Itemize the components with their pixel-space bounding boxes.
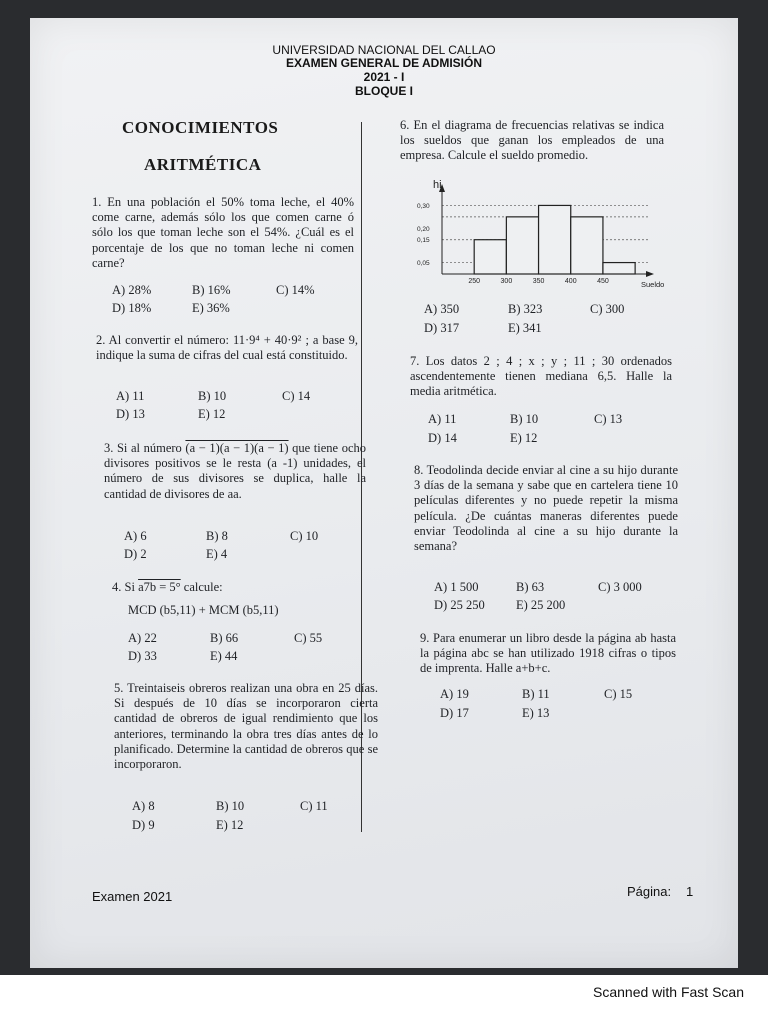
question-5: 5. Treintaiseis obreros realizan una obra en 25 días. Si después de 10 días se incorporaron cierta cantidad de obreros de igual rendimiento que los anteriores, terminando la obra tres días antes de lo planificado. Determine la cantidad de obreros que se incorporaron.	[114, 681, 378, 772]
x-tick-label-2: 350	[532, 278, 545, 285]
section-knowledge: CONOCIMIENTOS	[122, 118, 279, 137]
y-axis-label: hi	[433, 179, 442, 191]
q3-text-a: 3. Si al número	[104, 441, 182, 455]
q8-option-b[interactable]: B) 63	[516, 580, 545, 594]
x-tick-label-3: 400	[564, 278, 577, 285]
x-tick-label-4: 450	[597, 278, 609, 285]
histogram-bar-0	[474, 240, 506, 274]
x-axis-label: Sueldo	[641, 280, 665, 289]
q3-option-d[interactable]: D) 2	[124, 547, 147, 561]
q3-expression: (a − 1)(a − 1)(a − 1)	[185, 441, 289, 455]
question-9: 9. Para enumerar un libro desde la página ab hasta la página abc se han utilizado 1918 cifras o tipos de imprenta. Halle a+b+c.	[420, 631, 676, 676]
q1-option-a[interactable]: A) 28%	[112, 283, 152, 297]
y-tick-label-1: 0,15	[417, 237, 430, 245]
footer-exam-label: Examen 2021	[92, 889, 173, 904]
q8-option-e[interactable]: E) 25 200	[516, 598, 566, 612]
q3-text-b: que tiene ocho divisores positivos se le resta (a -1) unidades, el número de sus divisores se duplica, halle la cantidad de divisores de aa.	[104, 441, 366, 501]
q3-option-e[interactable]: E) 4	[206, 547, 228, 561]
q5-option-e[interactable]: E) 12	[216, 818, 244, 832]
q3-option-c[interactable]: C) 10	[290, 529, 319, 543]
q2-text-b: ; a base 9, indique la suma de cifras del cual está constituido.	[96, 333, 359, 363]
section-subject: ARITMÉTICA	[144, 155, 262, 174]
q9-option-a[interactable]: A) 19	[440, 687, 469, 701]
q9-option-d[interactable]: D) 17	[440, 706, 469, 720]
q2-expression: 11·9⁴ + 40·9²	[232, 333, 302, 347]
question-3	[104, 441, 366, 502]
q2-option-b[interactable]: B) 10	[198, 389, 227, 403]
q2-option-c[interactable]: C) 14	[282, 389, 311, 403]
question-1: 1. En una población el 50% toma leche, el 40% come carne, además sólo los que comen carne ó sólo los que toman leche son el 54%. ¿Cuál es el porcentaje de los que no toman leche ni comen carne?	[92, 195, 354, 270]
university-name: UNIVERSIDAD NACIONAL DEL CALLAO	[272, 43, 496, 57]
histogram-bar-4	[603, 263, 635, 274]
q6-option-a[interactable]: A) 350	[424, 302, 460, 316]
q7-option-d[interactable]: D) 14	[428, 431, 457, 445]
q9-option-e[interactable]: E) 13	[522, 706, 550, 720]
question-2	[96, 333, 358, 363]
question-7: 7. Los datos 2 ; 4 ; x ; y ; 11 ; 30 ordenados ascendentemente tienen mediana 6,5. Halle la media aritmética.	[410, 354, 672, 399]
y-tick-label-0: 0,05	[417, 260, 430, 268]
q9-option-c[interactable]: C) 15	[604, 687, 633, 701]
footer-page-label: Página:	[627, 884, 672, 899]
q8-option-d[interactable]: D) 25 250	[434, 598, 485, 612]
exam-year: 2021 - I	[363, 70, 405, 84]
q4-option-c[interactable]: C) 55	[294, 631, 323, 645]
q6-option-c[interactable]: C) 300	[590, 302, 625, 316]
q5-option-a[interactable]: A) 8	[132, 799, 155, 813]
q2-option-e[interactable]: E) 12	[198, 407, 226, 421]
q6-option-d[interactable]: D) 317	[424, 321, 460, 335]
y-tick-label-3: 0,30	[417, 202, 430, 210]
q2-option-a[interactable]: A) 11	[116, 389, 145, 403]
q4-option-d[interactable]: D) 33	[128, 649, 157, 663]
q6-option-e[interactable]: E) 341	[508, 321, 542, 335]
q4-expression: a7b = 5°	[138, 580, 181, 594]
q2-text-a: 2. Al convertir el número:	[96, 333, 229, 347]
x-tick-label-0: 250	[468, 278, 481, 285]
footer-page-number: 1	[686, 884, 694, 899]
q7-option-e[interactable]: E) 12	[510, 431, 538, 445]
q7-option-b[interactable]: B) 10	[510, 412, 539, 426]
q7-option-c[interactable]: C) 13	[594, 412, 623, 426]
q3-option-b[interactable]: B) 8	[206, 529, 228, 543]
question-8: 8. Teodolinda decide enviar al cine a su hijo durante 3 días de la semana y sabe que en cartelera tiene 10 películas diferentes y no puede repetir la misma película. ¿De cuántas maneras diferentes puede enviar Teodolinda al cine a su hijo durante la semana?	[414, 463, 678, 554]
q4-formula: MCD (b5,11) + MCM (b5,11)	[128, 603, 279, 617]
histogram-chart	[412, 176, 674, 294]
q7-option-a[interactable]: A) 11	[428, 412, 457, 426]
histogram-bar-3	[571, 217, 603, 274]
x-axis-arrow	[646, 271, 654, 277]
histogram-bar-2	[539, 205, 571, 274]
q8-option-c[interactable]: C) 3 000	[598, 580, 642, 594]
exam-title: EXAMEN GENERAL DE ADMISIÓN	[285, 56, 483, 70]
q5-option-c[interactable]: C) 11	[300, 799, 328, 813]
scan-watermark: Scanned with Fast Scan	[593, 984, 744, 1000]
q4-text-b: calcule:	[183, 580, 223, 594]
question-4	[112, 580, 362, 595]
q9-option-b[interactable]: B) 11	[522, 687, 550, 701]
q1-option-d[interactable]: D) 18%	[112, 301, 152, 315]
question-6: 6. En el diagrama de frecuencias relativas se indica los sueldos que ganan los empleados de una empresa. Calcule el sueldo promedio.	[400, 118, 664, 163]
q8-option-a[interactable]: A) 1 500	[434, 580, 479, 594]
q1-option-b[interactable]: B) 16%	[192, 283, 231, 297]
q5-option-d[interactable]: D) 9	[132, 818, 155, 832]
q6-option-b[interactable]: B) 323	[508, 302, 543, 316]
x-tick-label-1: 300	[500, 278, 513, 285]
histogram-bar-1	[506, 217, 538, 274]
q4-text-a: 4. Si	[112, 580, 135, 594]
exam-block: BLOQUE I	[354, 84, 413, 98]
q3-option-a[interactable]: A) 6	[124, 529, 147, 543]
q1-option-e[interactable]: E) 36%	[192, 301, 230, 315]
q4-option-b[interactable]: B) 66	[210, 631, 239, 645]
q4-option-e[interactable]: E) 44	[210, 649, 238, 663]
q5-option-b[interactable]: B) 10	[216, 799, 245, 813]
q4-option-a[interactable]: A) 22	[128, 631, 157, 645]
q2-option-d[interactable]: D) 13	[116, 407, 145, 421]
q1-option-c[interactable]: C) 14%	[276, 283, 315, 297]
y-tick-label-2: 0,20	[417, 225, 430, 233]
